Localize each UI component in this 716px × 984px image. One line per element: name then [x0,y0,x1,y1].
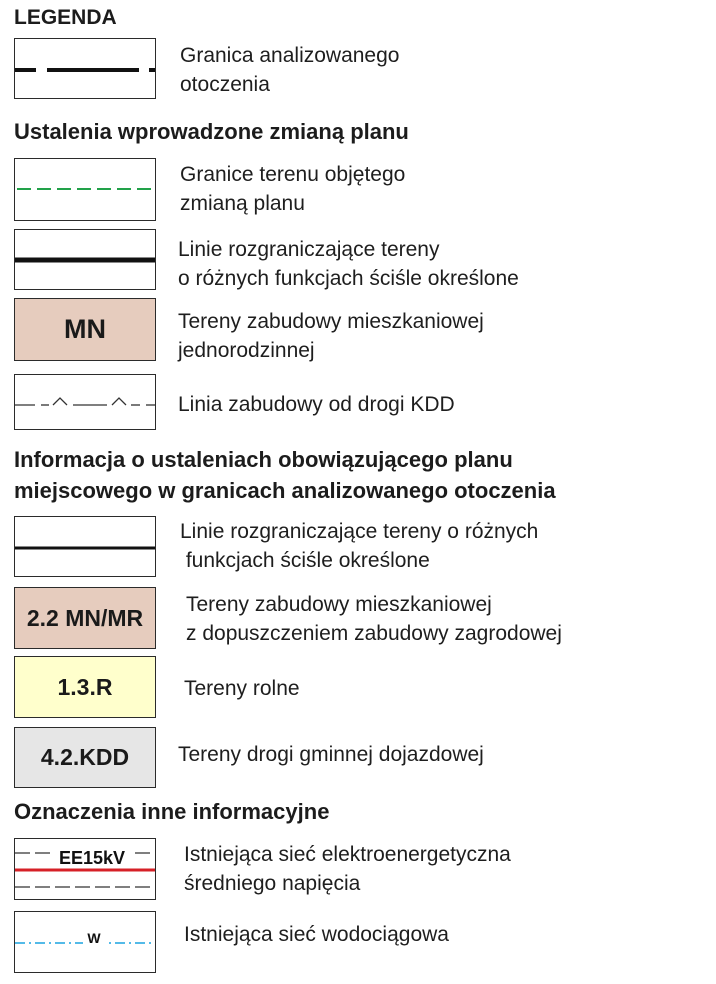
change-demarcation-label: Linie rozgraniczające tereny o różnych funkcjach ściśle określone [178,238,519,290]
legend-title: LEGENDA [14,6,117,29]
water-line-code: W [87,930,101,946]
kdd-label: Tereny drogi gminnej dojazdowej [178,743,484,766]
change-boundary-label: Granice terenu objętego zmianą planu [180,163,406,215]
rolne-label: Tereny rolne [184,677,300,700]
existing-demarcation-label: Linie rozgraniczające tereny o różnych funkcjach ściśle określone [180,520,539,572]
mn-label: Tereny zabudowy mieszkaniowej jednorodzinnej [178,310,484,362]
change-demarcation-symbol [14,229,156,290]
analyzed-boundary-label: Granica analizowanego otoczenia [180,44,400,96]
water-line-label: Istniejąca sieć wodociągowa [184,923,449,946]
section-change-title: Ustalenia wprowadzone zmianą planu [14,119,409,144]
section-other-title: Oznaczenia inne informacyjne [14,799,330,824]
building-line-symbol [14,374,156,430]
water-line-symbol [14,911,156,973]
power-line-code: EE15kV [58,848,126,868]
mn-symbol [14,298,156,361]
kdd-code: 4.2.KDD [40,744,130,770]
kdd-symbol [14,727,156,788]
change-boundary-symbol [14,158,156,221]
power-line-label: Istniejąca sieć elektroenergetyczna średniego napięcia [184,843,511,895]
mn-code: MN [64,314,106,344]
analyzed-boundary-symbol [14,38,156,99]
mnmr-symbol [14,587,156,649]
existing-demarcation-symbol [14,516,156,577]
building-line-label: Linia zabudowy od drogi KDD [178,393,455,416]
rolne-code: 1.3.R [57,673,113,700]
mnmr-label: Tereny zabudowy mieszkaniowej z dopuszczeniem zabudowy zagrodowej [186,593,562,645]
rolne-symbol [14,656,156,718]
power-line-symbol [14,838,156,900]
section-existing-title: Informacja o ustaleniach obowiązującego planu miejscowego w granicach analizowanego otoczenia [14,447,556,503]
mnmr-code: 2.2 MN/MR [26,604,144,631]
